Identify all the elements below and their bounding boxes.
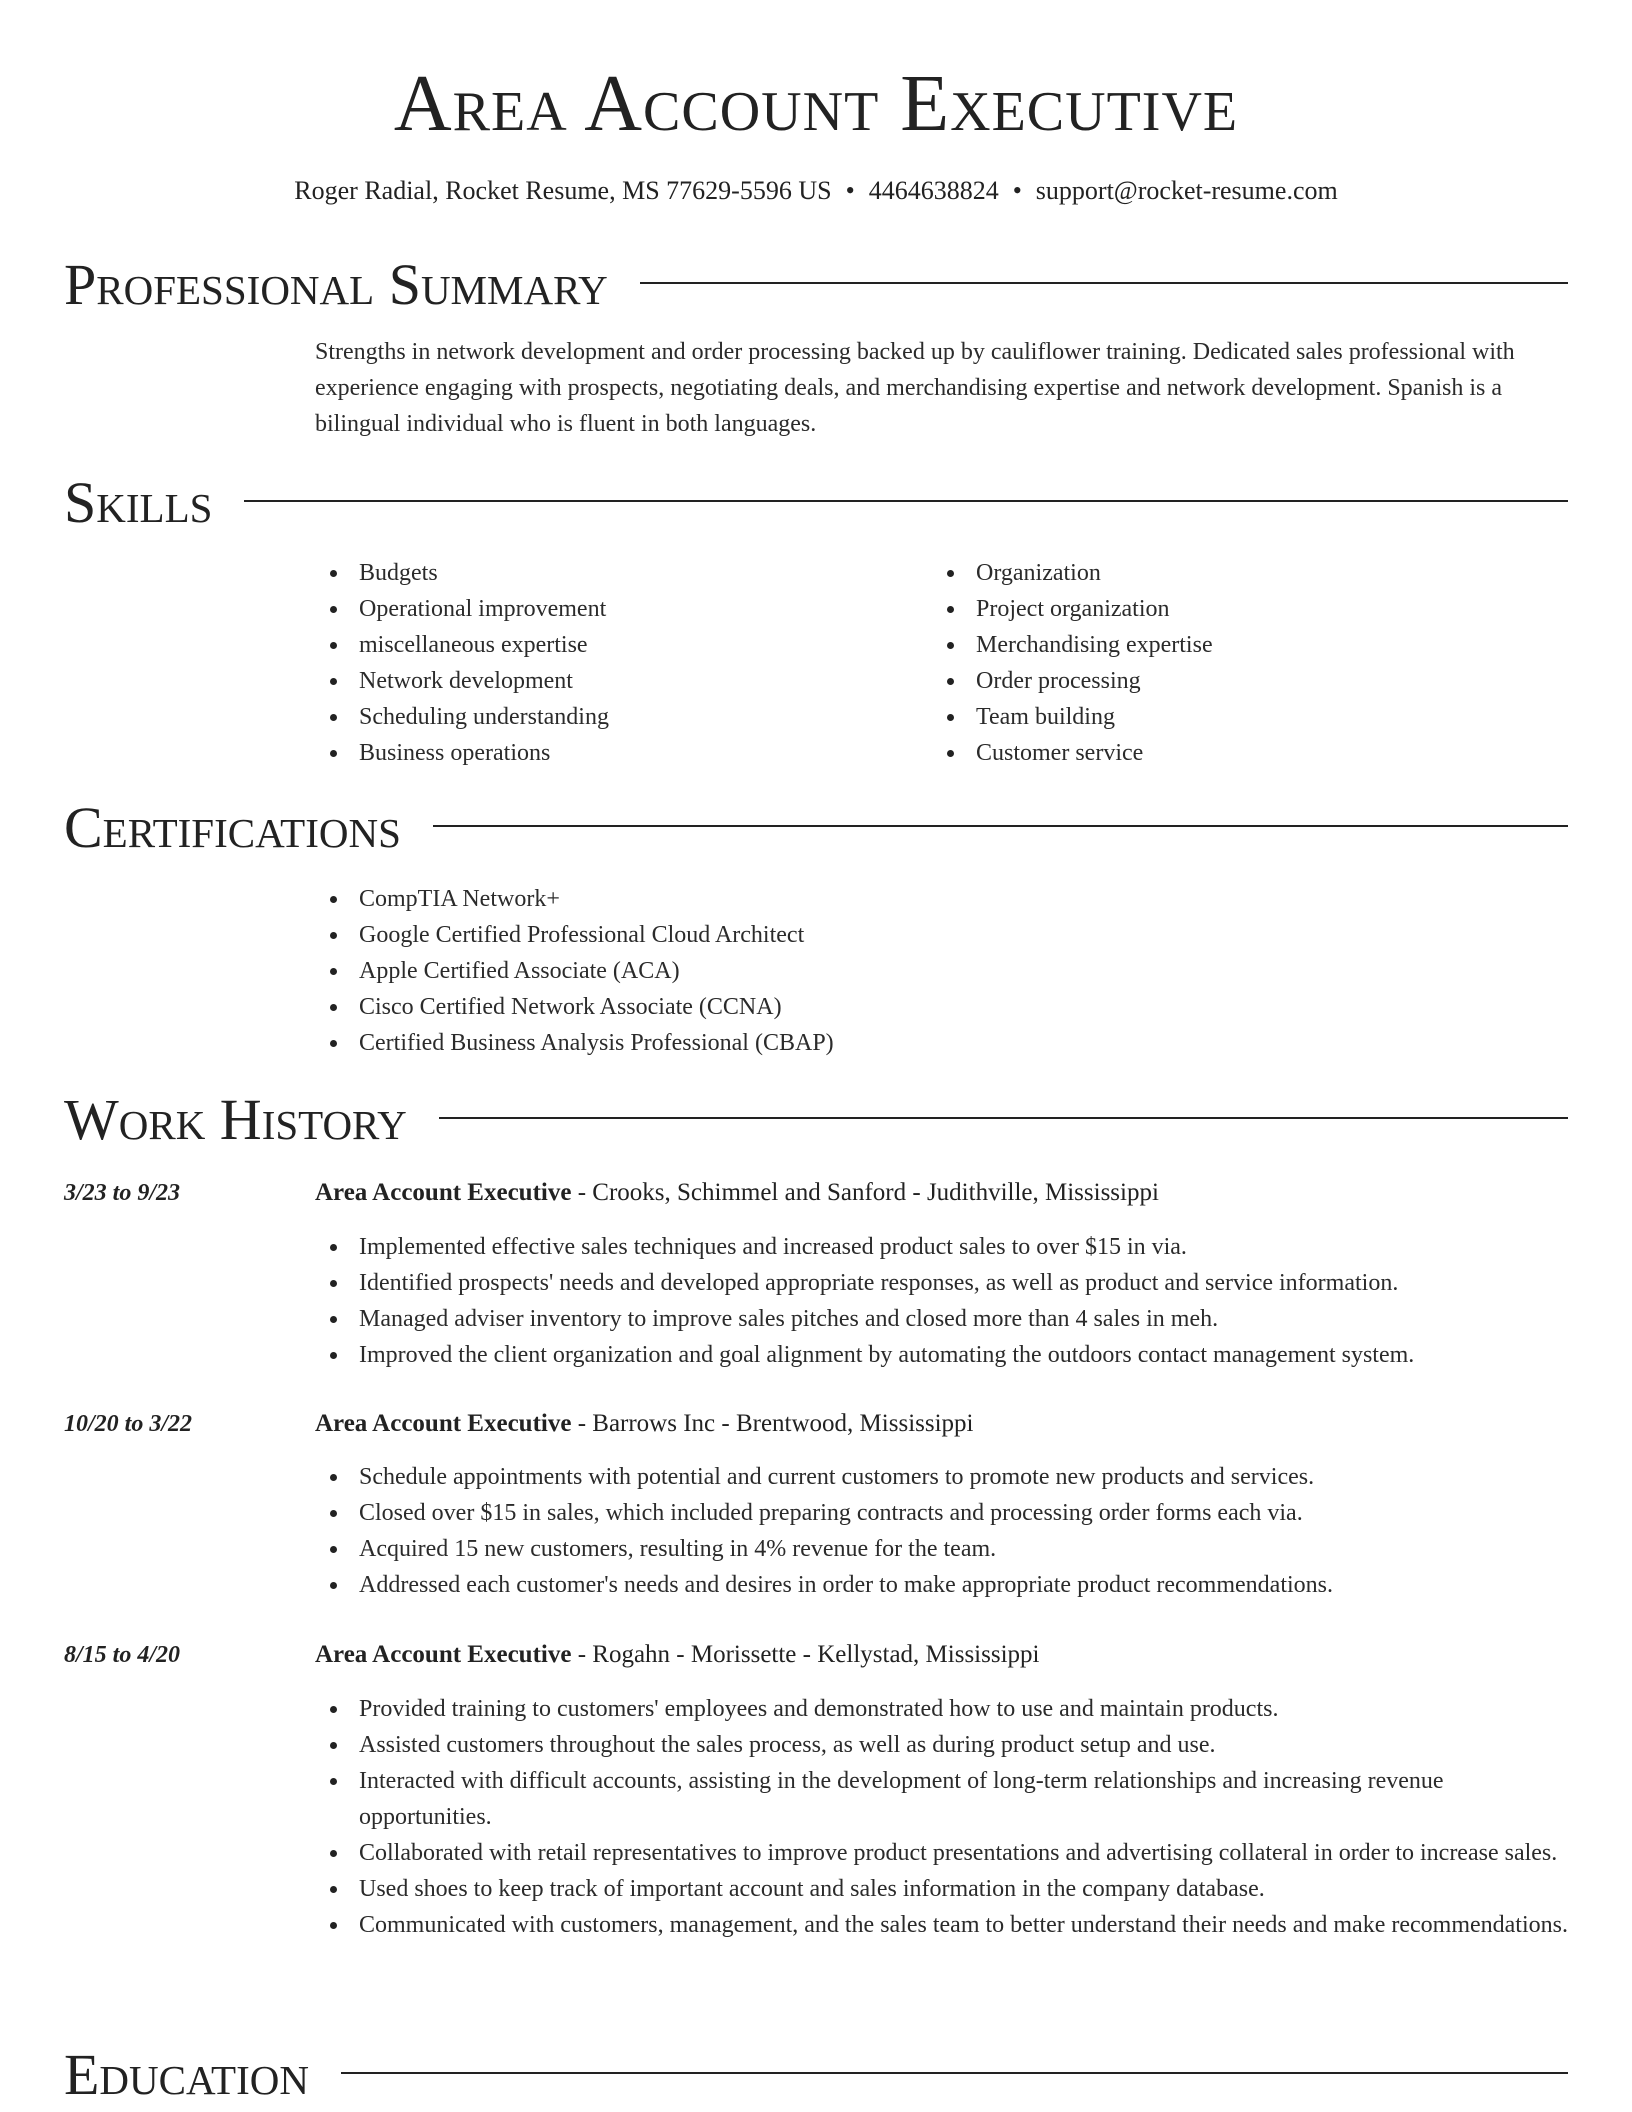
section-divider xyxy=(341,2072,1568,2074)
job-bullet: Improved the client organization and goal alignment by automating the outdoors contact management system. xyxy=(315,1337,1570,1373)
skill-item: miscellaneous expertise xyxy=(315,627,915,663)
education-title: Education xyxy=(64,2042,309,2107)
job-bullet: Implemented effective sales techniques and increased product sales to over $15 in via. xyxy=(315,1229,1570,1265)
job-dates: 3/23 to 9/23 xyxy=(64,1180,181,1206)
job-bullet: Interacted with difficult accounts, assisting in the development of long-term relationships and increasing revenue opportunities. xyxy=(315,1763,1570,1835)
skills-title: Skills xyxy=(64,470,213,535)
certification-item: Apple Certified Associate (ACA) xyxy=(315,953,1570,989)
skill-item: Scheduling understanding xyxy=(315,699,915,735)
resume-name: Area Account Executive xyxy=(393,60,1239,148)
job-heading xyxy=(315,1406,1570,1442)
job-bullet: Schedule appointments with potential and current customers to promote new products and services. xyxy=(315,1459,1570,1495)
job-details: - Barrows Inc - Brentwood, Mississippi xyxy=(571,1410,974,1437)
skill-item: Customer service xyxy=(932,735,1532,771)
section-divider xyxy=(439,1117,1568,1119)
skill-item: Network development xyxy=(315,663,915,699)
certifications-list xyxy=(315,881,1570,1061)
education-section-header xyxy=(64,2042,1568,2108)
skill-item: Business operations xyxy=(315,735,915,771)
certification-item: Certified Business Analysis Professional (CBAP) xyxy=(315,1025,1570,1061)
job-bullet: Addressed each customer's needs and desires in order to make appropriate product recommendations. xyxy=(315,1567,1570,1603)
job-title: Area Account Executive xyxy=(315,1179,572,1206)
certification-item: Google Certified Professional Cloud Architect xyxy=(315,917,1570,953)
job-title: Area Account Executive xyxy=(315,1410,572,1437)
contact-separator: • xyxy=(845,176,855,205)
contact-email[interactable]: support@rocket-resume.com xyxy=(1035,176,1338,205)
section-divider xyxy=(433,825,1568,827)
section-divider xyxy=(244,500,1568,502)
certification-item: CompTIA Network+ xyxy=(315,881,1570,917)
job-bullets xyxy=(315,1229,1570,1373)
job-dates: 8/15 to 4/20 xyxy=(64,1642,181,1668)
job-bullet: Collaborated with retail representatives to improve product presentations and advertising collateral in order to increase sales. xyxy=(315,1835,1570,1871)
certifications-title: Certifications xyxy=(64,795,401,860)
job-details: - Crooks, Schimmel and Sanford - Judithville, Mississippi xyxy=(571,1179,1159,1206)
job-bullet: Closed over $15 in sales, which included preparing contracts and processing order forms each via. xyxy=(315,1495,1570,1531)
contact-separator: • xyxy=(1012,176,1022,205)
job-bullet: Assisted customers throughout the sales process, as well as during product setup and use. xyxy=(315,1727,1570,1763)
work-history-title: Work History xyxy=(64,1087,407,1152)
certification-item: Cisco Certified Network Associate (CCNA) xyxy=(315,989,1570,1025)
skill-item: Project organization xyxy=(932,591,1532,627)
skills-section-header xyxy=(64,470,1568,536)
job-bullet: Provided training to customers' employees and demonstrated how to use and maintain products. xyxy=(315,1691,1570,1727)
contact-address: Roger Radial, Rocket Resume, MS 77629-5596 US xyxy=(294,176,832,205)
summary-title: Professional Summary xyxy=(64,252,608,317)
skill-item: Merchandising expertise xyxy=(932,627,1532,663)
job-heading xyxy=(315,1175,1570,1211)
skill-item: Budgets xyxy=(315,555,915,591)
skills-column-left xyxy=(315,555,915,771)
job-details: - Rogahn - Morissette - Kellystad, Mississippi xyxy=(571,1641,1040,1668)
job-heading xyxy=(315,1637,1570,1673)
skill-item: Organization xyxy=(932,555,1532,591)
section-divider xyxy=(640,282,1568,284)
summary-text: Strengths in network development and order processing backed up by cauliflower training. Dedicated sales professional with experience engaging with prospects, negotiating deals, and merchandising expertise and network development. Spanish is a bilingual individual who is fluent in both languages. xyxy=(315,339,1515,437)
job-bullet: Identified prospects' needs and developed appropriate responses, as well as product and service information. xyxy=(315,1265,1570,1301)
job-bullet: Communicated with customers, management, and the sales team to better understand their needs and make recommendations. xyxy=(315,1907,1570,1943)
job-bullets xyxy=(315,1459,1570,1603)
contact-line xyxy=(0,174,1632,208)
job-title: Area Account Executive xyxy=(315,1641,572,1668)
contact-phone: 4464638824 xyxy=(868,176,999,205)
skill-item: Team building xyxy=(932,699,1532,735)
job-bullet: Acquired 15 new customers, resulting in 4% revenue for the team. xyxy=(315,1531,1570,1567)
work-history-section-header xyxy=(64,1087,1568,1153)
job-dates: 10/20 to 3/22 xyxy=(64,1411,193,1437)
summary-section-header xyxy=(64,252,1568,318)
skill-item: Order processing xyxy=(932,663,1532,699)
certifications-section-header xyxy=(64,795,1568,861)
skill-item: Operational improvement xyxy=(315,591,915,627)
skills-column-right xyxy=(932,555,1532,771)
job-bullet: Used shoes to keep track of important account and sales information in the company database. xyxy=(315,1871,1570,1907)
job-bullets xyxy=(315,1691,1570,1943)
job-bullet: Managed adviser inventory to improve sales pitches and closed more than 4 sales in meh. xyxy=(315,1301,1570,1337)
